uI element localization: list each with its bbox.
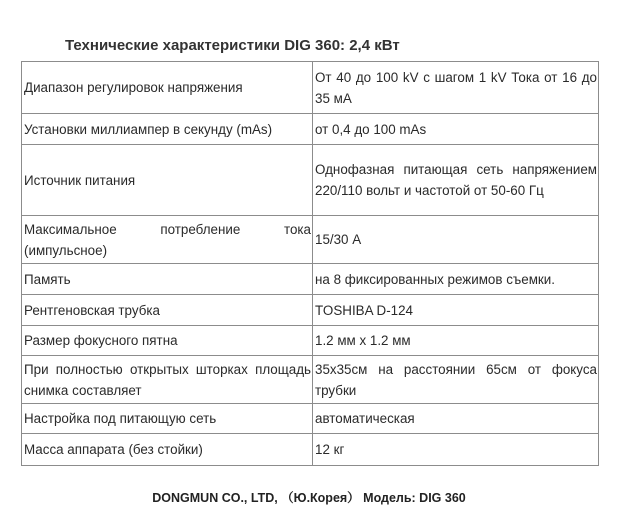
table-row — [22, 356, 599, 404]
spec-value: TOSHIBA D-124 — [313, 295, 599, 326]
spec-table — [21, 61, 599, 466]
spec-name: Диапазон регулировок напряжения — [22, 62, 313, 114]
table-row — [22, 404, 599, 434]
table-row — [22, 434, 599, 466]
spec-name: Установки миллиампер в секунду (mAs) — [22, 114, 313, 145]
table-row — [22, 326, 599, 356]
spec-name: Максимальное потребление тока (импульсное) — [22, 216, 313, 264]
table-row — [22, 145, 599, 216]
spec-value: автоматическая — [313, 404, 599, 434]
table-row — [22, 295, 599, 326]
spec-value: Однофазная питающая сеть напряжением 220/110 вольт и частотой от 50-60 Гц — [313, 145, 599, 216]
spec-name: Источник питания — [22, 145, 313, 216]
spec-name: Рентгеновская трубка — [22, 295, 313, 326]
spec-name: Размер фокусного пятна — [22, 326, 313, 356]
page-title: Технические характеристики DIG 360: 2,4 кВт — [65, 37, 400, 54]
spec-value: 15/30 А — [313, 216, 599, 264]
spec-value: от 0,4 до 100 mAs — [313, 114, 599, 145]
spec-name: Масса аппарата (без стойки) — [22, 434, 313, 466]
spec-value: 12 кг — [313, 434, 599, 466]
spec-value: 35x35см на расстоянии 65см от фокуса трубки — [313, 356, 599, 404]
table-row — [22, 114, 599, 145]
spec-name: Память — [22, 264, 313, 295]
table-row — [22, 62, 599, 114]
table-row — [22, 264, 599, 295]
footer-manufacturer: DONGMUN CO., LTD, （Ю.Корея） Модель: DIG 360 — [152, 491, 466, 505]
spec-name: При полностью открытых шторках площадь снимка составляет — [22, 356, 313, 404]
spec-value: на 8 фиксированных режимов съемки. — [313, 264, 599, 295]
spec-value: От 40 до 100 kV с шагом 1 kV Тока от 16 до 35 мА — [313, 62, 599, 114]
spec-value: 1.2 мм х 1.2 мм — [313, 326, 599, 356]
spec-name: Настройка под питающую сеть — [22, 404, 313, 434]
table-row — [22, 216, 599, 264]
